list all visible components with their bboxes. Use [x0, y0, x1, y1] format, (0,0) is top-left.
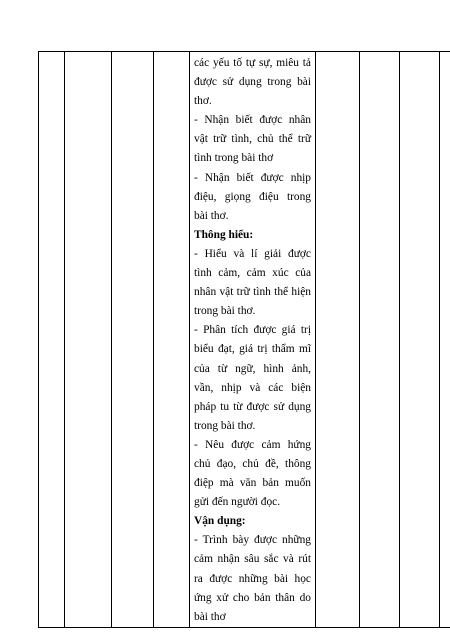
level-heading-application: Vận dụng:: [194, 515, 246, 528]
table-cell-empty: [65, 52, 112, 628]
table-cell-empty: [112, 52, 154, 628]
requirement-description-cell: [190, 52, 316, 628]
table-cell-empty: [440, 52, 450, 628]
requirement-text: - Nêu được cảm hứng chủ đạo, chủ đề, thông điệp mà văn bản muốn gửi đến người đọc.: [194, 438, 311, 509]
table-cell-empty: [400, 52, 440, 628]
table-cell-empty: [154, 52, 190, 628]
table-row: [39, 52, 450, 628]
table-cell-empty: [360, 52, 400, 628]
requirement-text: - Trình bày được những cảm nhận sâu sắc và rút ra được những bài học ứng xử cho bản thân do bài thơ: [194, 534, 311, 623]
requirement-text: - Nhận biết được nhịp điệu, giọng điệu trong bài thơ.: [194, 171, 311, 222]
requirement-text: các yếu tố tự sự, miêu tả được sử dụng trong bài thơ.: [194, 57, 311, 108]
table-cell-empty: [316, 52, 360, 628]
requirement-text: - Phân tích được giá trị biểu đạt, giá trị thẩm mĩ của từ ngữ, hình ảnh, vần, nhịp và các biện pháp tu từ được sử dụng trong bài thơ.: [194, 324, 311, 432]
requirement-text: - Nhận biết được nhân vật trữ tình, chủ thể trữ tình trong bài thơ: [194, 114, 311, 165]
requirement-text: - Hiểu và lí giải được tình cảm, cảm xúc của nhân vật trữ tình thể hiện trong bài thơ.: [194, 247, 311, 318]
specification-table: [38, 51, 450, 628]
level-heading-comprehension: Thông hiểu:: [194, 228, 254, 241]
table-cell-empty: [39, 52, 65, 628]
